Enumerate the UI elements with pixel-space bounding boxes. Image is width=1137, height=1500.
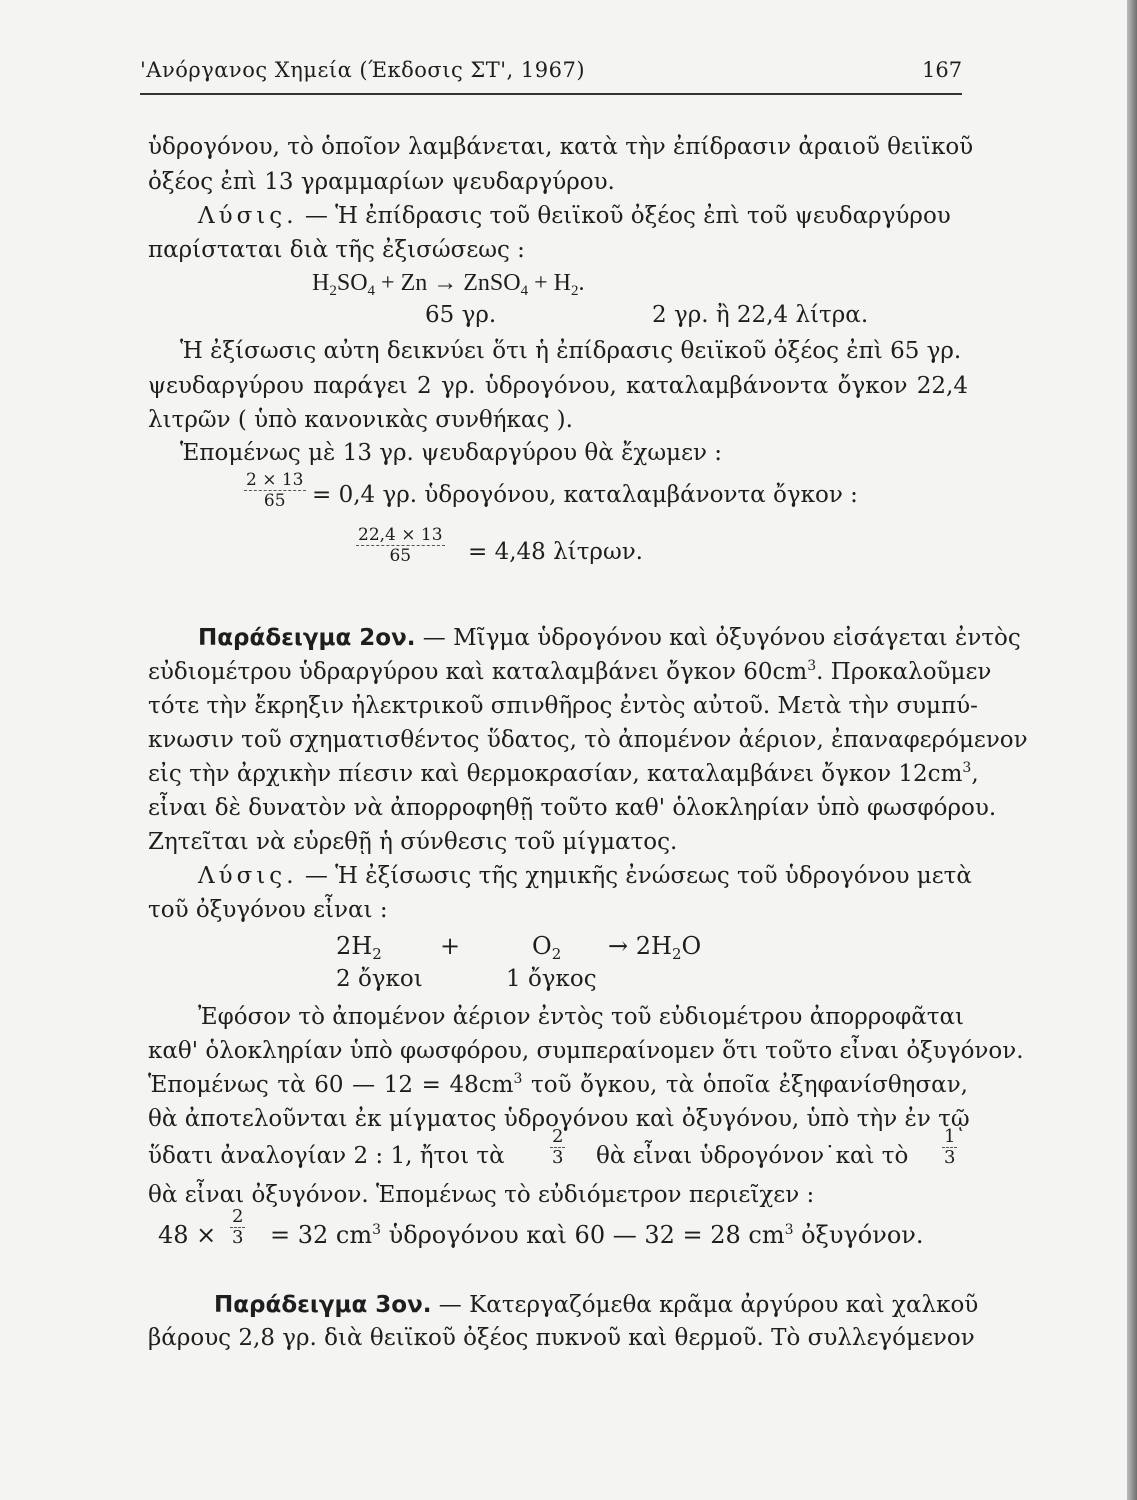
page-number: 167 [922,58,963,82]
text-line: Ἑπομένως μὲ 13 γρ. ψευδαργύρου θὰ ἔχωμεν : [180,440,723,466]
text-line: τοῦ ὀξυγόνου εἶναι : [148,897,388,923]
text-line: εἶναι δὲ δυνατὸν νὰ ἀπορροφηθῇ τοῦτο καθ' ὁλοκληρίαν ὑπὸ φωσφόρου. [148,795,997,821]
text-line: θὰ ἀποτελοῦνται ἐκ μίγματος ὑδρογόνου καὶ ὀξυγόνου, ὑπὸ τὴν ἐν τῷ [148,1106,970,1132]
text-line: ψευδαργύρου παράγει 2 γρ. ὑδρογόνου, καταλαμβάνοντα ὄγκον 22,4 [148,373,968,399]
fraction-calc2: $\frac{22,4 \times 13}{65}$ [358,525,443,566]
solution-line [198,861,972,891]
text-line: βάρους 2,8 γρ. διὰ θειϊκοῦ ὀξέος πυκνοῦ καὶ θερμοῦ. Τὸ συλλεγόμενον [148,1325,975,1351]
fraction-two-thirds: $\frac{2}{3}$ [552,1126,564,1168]
fraction-one-third: $\frac{1}{3}$ [944,1126,956,1168]
example-3-line: Παράδειγμα 3ον. — Κατεργαζόμεθα κρᾶμα ἀργύρου καὶ χαλκοῦ [214,1292,979,1318]
fraction-final: $\frac{2}{3}$ [232,1206,244,1248]
eq-water: → $2H_2O$ [608,932,702,963]
solution-label: Λύσις. [198,203,298,229]
chemical-equation-zn: $H_2SO_4 + Zn$ → ZnSO$_4$ + $H_2$. [312,270,585,299]
volume-hydrogen: 2 ὄγκοι [336,966,423,992]
text-line: εὐδιομέτρου ὑδραργύρου καὶ καταλαμβάνει ὄγκον $60cm^3$. Προκαλοῦμεν [148,658,992,685]
text-line: παρίσταται διὰ τῆς ἐξισώσεως : [148,237,525,263]
text-line: κνωσιν τοῦ σχηματισθέντος ὕδατος, τὸ ἀπομένον ἀέριον, ἐπαναφερόμενον [148,727,1028,753]
solution-text: — Ἡ ἐπίδρασις τοῦ θειϊκοῦ ὀξέος ἐπὶ τοῦ ψευδαργύρου [297,203,951,229]
text-line: θὰ εἶναι ὀξυγόνον. Ἑπομένως τὸ εὐδιόμετρον περιεῖχεν : [148,1182,815,1208]
text-line: ὑδρογόνου, τὸ ὁποῖον λαμβάνεται, κατὰ τὴν ἐπίδρασιν ἀραιοῦ θειϊκοῦ [148,134,974,160]
text-line: ὀξέος ἐπὶ 13 γραμμαρίων ψευδαργύρου. [148,169,615,195]
text-line: θὰ εἶναι ὑδρογόνον˙καὶ τὸ [596,1143,909,1169]
mass-zinc: 65 γρ. [425,302,497,328]
text-line: ὕδατι ἀναλογίαν 2 : 1, ἤτοι τὰ [148,1143,505,1169]
calc1-result: = 0,4 γρ. ὑδρογόνου, καταλαμβάνοντα ὄγκον : [312,482,858,508]
text-line: Ἐφόσον τὸ ἀπομένον ἀέριον ἐντὸς τοῦ εὐδιομέτρου ἀπορροφᾶται [198,1004,965,1030]
example-3-heading: Παράδειγμα 3ον. [214,1292,432,1318]
text-line: Ζητεῖται νὰ εὑρεθῇ ἡ σύνθεσις τοῦ μίγματος. [148,829,678,855]
solution-label: Λύσις. [198,863,298,889]
mass-hydrogen: 2 γρ. ἢ 22,4 λίτρα. [652,302,869,328]
volume-oxygen: 1 ὄγκος [506,966,597,992]
eq-hydrogen: $2H_2$ [336,932,382,963]
text-line: εἰς τὴν ἀρχικὴν πίεσιν καὶ θερμοκρασίαν, καταλαμβάνει ὄγκον $12cm^3$, [148,760,979,787]
eq-oxygen: $O_2$ [532,932,562,963]
page-edge-shadow [1127,0,1137,1500]
text-line: λιτρῶν ( ὑπὸ κανονικὰς συνθήκας ). [148,407,573,433]
text-line: Ἡ ἐξίσωσις αὐτη δεικνύει ὅτι ἡ ἐπίδρασις θειϊκοῦ ὀξέος ἐπὶ 65 γρ. [180,338,962,364]
text-line: καθ' ὁλοκληρίαν ὑπὸ φωσφόρου, συμπεραίνομεν ὅτι τοῦτο εἶναι ὀξυγόνον. [148,1038,1024,1064]
solution-text: — Ἡ ἐξίσωσις τῆς χημικῆς ἐνώσεως τοῦ ὑδρογόνου μετὰ [297,863,972,889]
final-calc-right: = 32 $cm^3$ ὑδρογόνου καὶ 60 — 32 = 28 $cm^3$ ὀξυγόνον. [270,1221,924,1249]
running-header-title: 'Ανόργανος Χημεία (Έκδοσις ΣΤ', 1967) [140,58,586,82]
text-line: Ἑπομένως τὰ 60 — $12 = 48cm^3$ τοῦ ὄγκου, τὰ ὁποῖα ἐξηφανίσθησαν, [148,1071,968,1098]
fraction-calc1: $\frac{2 \times 13}{65}$ [246,470,304,511]
calc2-result: = 4,48 λίτρων. [468,539,643,565]
solution-line [198,201,968,231]
example-2-heading: Παράδειγμα 2ον. [198,625,416,651]
text-line: τότε τὴν ἔκρηξιν ἠλεκτρικοῦ σπινθῆρος ἐντὸς αὐτοῦ. Μετὰ τὴν συμπύ- [148,693,978,719]
final-calc-left: 48 × [158,1221,217,1249]
header-rule [140,93,962,95]
example-2-line: Παράδειγμα 2ον. — Μῖγμα ὑδρογόνου καὶ ὀξυγόνου εἰσάγεται ἐντὸς [198,625,1021,651]
eq-plus: + [440,932,461,960]
